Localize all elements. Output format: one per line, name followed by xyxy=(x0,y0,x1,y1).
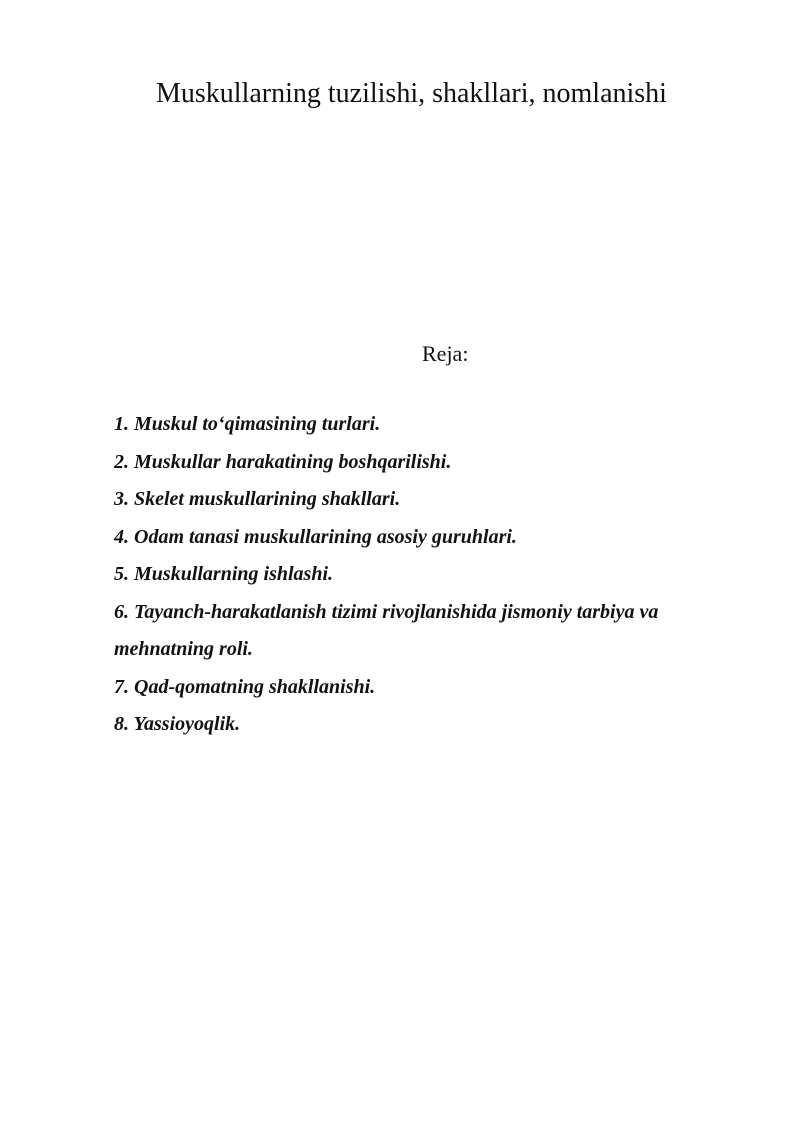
plan-item: 2. Muskullar harakatining boshqarilishi. xyxy=(114,450,452,473)
plan-list xyxy=(114,406,714,744)
plan-item: 8. Yassioyoqlik. xyxy=(114,713,241,735)
plan-item: 3. Skelet muskullarining shakllari. xyxy=(114,488,401,510)
plan-item: 5. Muskullarning ishlashi. xyxy=(114,563,333,585)
plan-item: 6. Tayanch-harakatlanish tizimi rivojlanishida jismoniy tarbiya va mehnatning roli. xyxy=(114,600,659,660)
plan-item: 1. Muskul to‘qimasining turlari. xyxy=(114,413,381,435)
document-title: Muskullarning tuzilishi, shakllari, nomlanishi xyxy=(156,78,667,109)
plan-item: 4. Odam tanasi muskullarining asosiy guruhlari. xyxy=(114,525,517,548)
plan-heading: Reja: xyxy=(422,341,469,366)
plan-item: 7. Qad-qomatning shakllanishi. xyxy=(114,675,376,698)
